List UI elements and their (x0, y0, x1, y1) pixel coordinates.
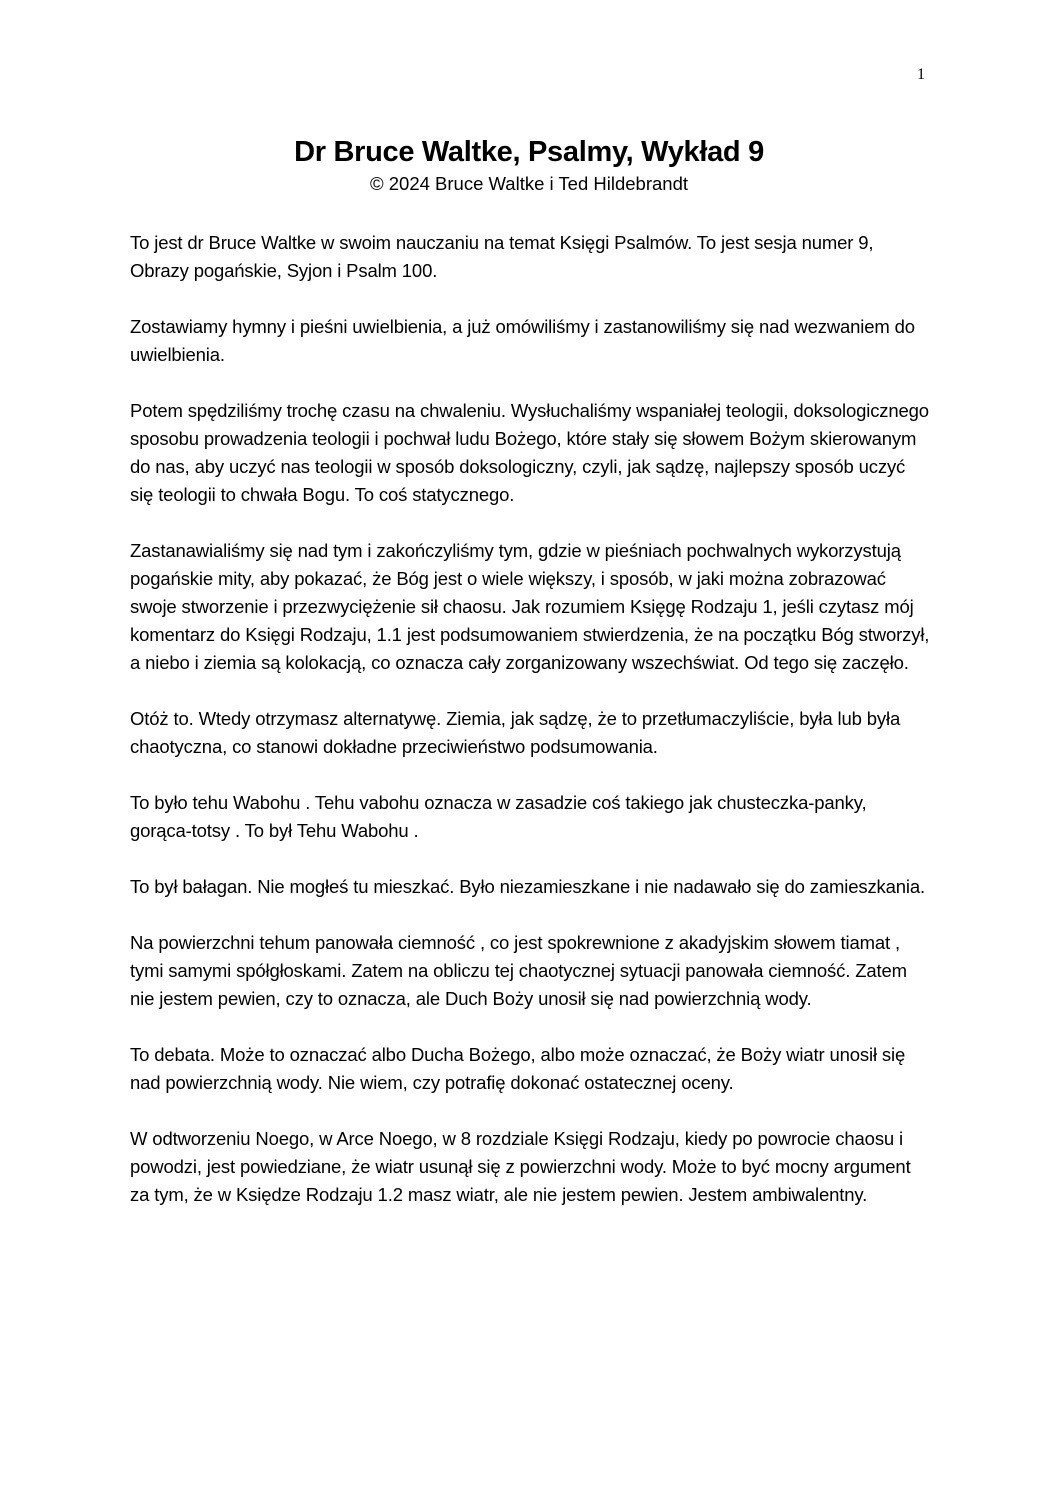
document-body (130, 229, 930, 1237)
paragraph: To było tehu Wabohu . Tehu vabohu oznacza w zasadzie coś takiego jak chusteczka-panky, gorąca-totsy . To był Tehu Wabohu . (130, 792, 867, 841)
paragraph: Otóż to. Wtedy otrzymasz alternatywę. Ziemia, jak sądzę, że to przetłumaczyliście, była lub była chaotyczna, co stanowi dokładne przeciwieństwo podsumowania. (130, 708, 901, 757)
page-number: 1 (917, 66, 925, 83)
paragraph: W odtworzeniu Noego, w Arce Noego, w 8 rozdziale Księgi Rodzaju, kiedy po powrocie chaosu i powodzi, jest powiedziane, że wiatr usunął się z powierzchni wody. Może to być mocny argument za tym, że w Księdze Rodzaju 1.2 masz wiatr, ale nie jestem pewien. Jestem ambiwalentny. (130, 1128, 911, 1205)
document-title: Dr Bruce Waltke, Psalmy, Wykład 9 (294, 136, 764, 168)
paragraph: Zostawiamy hymny i pieśni uwielbienia, a już omówiliśmy i zastanowiliśmy się nad wezwaniem do uwielbienia. (130, 316, 915, 365)
paragraph: To był bałagan. Nie mogłeś tu mieszkać. Było niezamieszkane i nie nadawało się do zamieszkania. (130, 876, 926, 897)
copyright-line: © 2024 Bruce Waltke i Ted Hildebrandt (369, 173, 689, 194)
paragraph: To jest dr Bruce Waltke w swoim nauczaniu na temat Księgi Psalmów. To jest sesja numer 9, Obrazy pogańskie, Syjon i Psalm 100. (130, 232, 874, 281)
paragraph: To debata. Może to oznaczać albo Ducha Bożego, albo może oznaczać, że Boży wiatr unosił się nad powierzchnią wody. Nie wiem, czy potrafię dokonać ostatecznej oceny. (130, 1044, 906, 1093)
paragraph: Potem spędziliśmy trochę czasu na chwaleniu. Wysłuchaliśmy wspaniałej teologii, doksologicznego sposobu prowadzenia teologii i pochwał ludu Bożego, które stały się słowem Bożym skierowanym do nas, aby uczyć nas teologii w sposób doksologiczny, czyli, jak sądzę, najlepszy sposób uczyć się teologii to chwała Bogu. To coś statycznego. (130, 400, 929, 505)
paragraph: Na powierzchni tehum panowała ciemność , co jest spokrewnione z akadyjskim słowem tiamat , tymi samymi spółgłoskami. Zatem na obliczu tej chaotycznej sytuacji panowała ciemność. Zatem nie jestem pewien, czy to oznacza, ale Duch Boży unosił się nad powierzchnią wody. (130, 932, 907, 1009)
paragraph: Zastanawialiśmy się nad tym i zakończyliśmy tym, gdzie w pieśniach pochwalnych wykorzystują pogańskie mity, aby pokazać, że Bóg jest o wiele większy, i sposób, w jaki można zobrazować swoje stworzenie i przezwyciężenie sił chaosu. Jak rozumiem Księgę Rodzaju 1, jeśli czytasz mój komentarz do Księgi Rodzaju, 1.1 jest podsumowaniem stwierdzenia, że na początku Bóg stworzył, a niebo i ziemia są kolokacją, co oznacza cały zorganizowany wszechświat. Od tego się zaczęło. (130, 540, 930, 673)
